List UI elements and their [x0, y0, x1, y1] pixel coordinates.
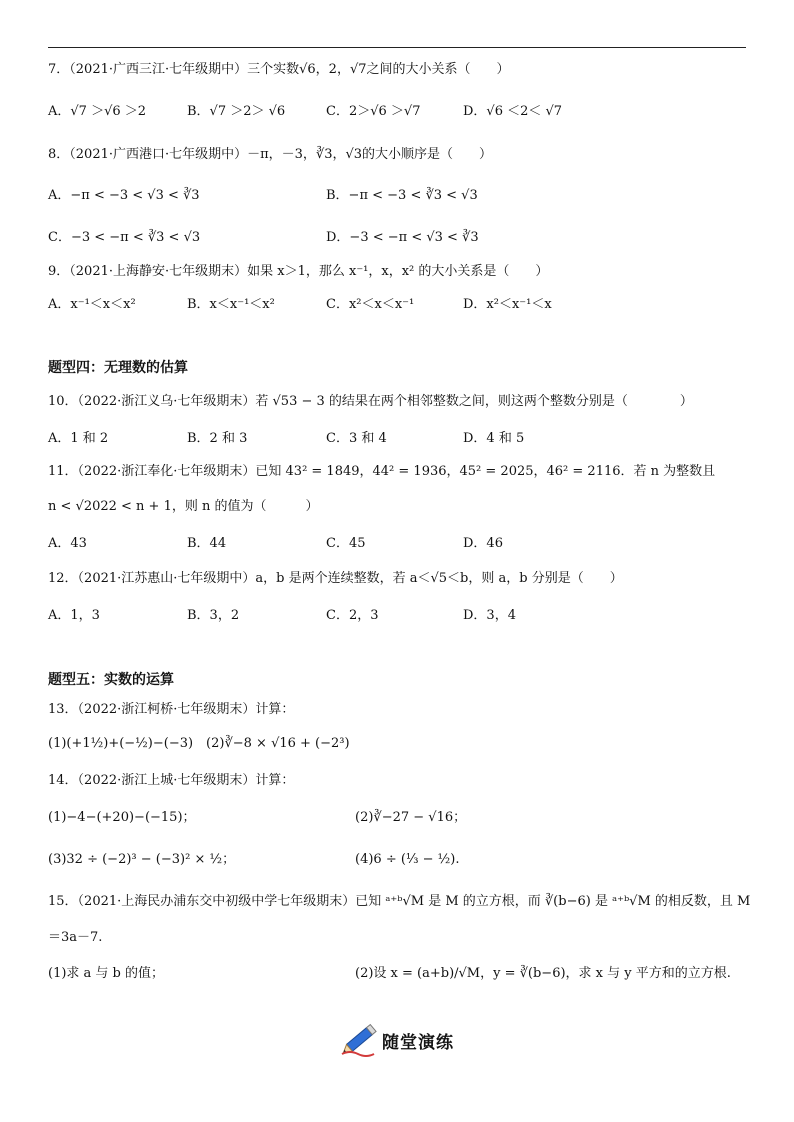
- q10-option-d[interactable]: D．4 和 5: [463, 431, 525, 446]
- section-heading-4: 题型四：无理数的估算: [48, 360, 188, 376]
- q7-option-b[interactable]: B．√7 ＞2＞ √6: [187, 104, 286, 119]
- q15-part-2: (2)设 x = (a+b)/√M，y = ∛(b−6)，求 x 与 y 平方和的立方根.: [355, 966, 731, 981]
- q10-option-c[interactable]: C．3 和 4: [326, 431, 387, 446]
- q10-stem: 10．（2022·浙江义乌·七年级期末）若 √53 − 3 的结果在两个相邻整数之间，则这两个整数分别是（ ）: [48, 394, 693, 409]
- q9-option-d[interactable]: D．x²＜x⁻¹＜x: [463, 297, 552, 312]
- q12-option-b[interactable]: B．3，2: [187, 608, 240, 623]
- q9-option-a[interactable]: A．x⁻¹＜x＜x²: [48, 297, 136, 312]
- q15-stem-2: ＝3a－7.: [48, 930, 103, 945]
- q8-stem: 8．（2021·广西港口·七年级期中）－π，－3，∛3，√3的大小顺序是（ ）: [48, 147, 493, 162]
- q8-option-b[interactable]: B．−π < −3 < ∛3 < √3: [326, 188, 478, 203]
- section-heading-5: 题型五：实数的运算: [48, 672, 174, 688]
- practice-banner-label: 随堂演练: [382, 1033, 454, 1053]
- q11-option-c[interactable]: C．45: [326, 536, 366, 551]
- q7-option-d[interactable]: D．√6 ＜2＜ √7: [463, 104, 563, 119]
- pencil-icon: [340, 1018, 384, 1058]
- q11-stem-2: n < √2022 < n + 1，则 n 的值为（ ）: [48, 499, 319, 514]
- practice-banner: [340, 1018, 470, 1058]
- q7-option-c[interactable]: C．2＞√6 ＞√7: [326, 104, 421, 119]
- q11-stem: 11．（2022·浙江奉化·七年级期末）已知 43² = 1849，44² = 1936，45² = 2025，46² = 2116．若 n 为整数且: [48, 464, 716, 479]
- q8-option-a[interactable]: A．−π < −3 < √3 < ∛3: [48, 188, 200, 203]
- q14-part-1: (1)−4−(+20)−(−15)；: [48, 810, 196, 825]
- q15-part-1: (1)求 a 与 b 的值；: [48, 966, 165, 981]
- q12-option-c[interactable]: C．2，3: [326, 608, 379, 623]
- q9-option-c[interactable]: C．x²＜x＜x⁻¹: [326, 297, 415, 312]
- q14-stem: 14．（2022·浙江上城·七年级期末）计算：: [48, 773, 295, 788]
- q11-option-d[interactable]: D．46: [463, 536, 503, 551]
- q13-expression: (1)(+1½)+(−½)−(−3) (2)∛−8 × √16 + (−2³): [48, 736, 350, 751]
- q10-option-a[interactable]: A．1 和 2: [48, 431, 109, 446]
- q13-stem: 13．（2022·浙江柯桥·七年级期末）计算：: [48, 702, 295, 717]
- q8-option-d[interactable]: D．−3 < −π < √3 < ∛3: [326, 230, 479, 245]
- q7-stem: 7．（2021·广西三江·七年级期中）三个实数√6，2，√7之间的大小关系（ ）: [48, 62, 510, 77]
- q7-option-a[interactable]: A．√7 ＞√6 ＞2: [48, 104, 147, 119]
- q14-part-4: (4)6 ÷ (⅓ − ½).: [355, 852, 460, 867]
- q12-option-d[interactable]: D．3，4: [463, 608, 516, 623]
- q9-stem: 9．（2021·上海静安·七年级期末）如果 x＞1，那么 x⁻¹，x，x² 的大小关系是（ ）: [48, 264, 549, 279]
- q8-option-c[interactable]: C．−3 < −π < ∛3 < √3: [48, 230, 201, 245]
- q15-stem: 15．（2021·上海民办浦东交中初级中学七年级期末）已知 ᵃ⁺ᵇ√M 是 M 的立方根，而 ∛(b−6) 是 ᵃ⁺ᵇ√M 的相反数，且 M: [48, 894, 751, 909]
- q9-option-b[interactable]: B．x＜x⁻¹＜x²: [187, 297, 275, 312]
- q14-part-2: (2)∛−27 − √16；: [355, 810, 467, 825]
- q11-option-b[interactable]: B．44: [187, 536, 227, 551]
- q12-option-a[interactable]: A．1，3: [48, 608, 100, 623]
- q10-option-b[interactable]: B．2 和 3: [187, 431, 248, 446]
- top-rule: [48, 47, 746, 48]
- q12-stem: 12．（2021·江苏惠山·七年级期中）a，b 是两个连续整数，若 a＜√5＜b，则 a，b 分别是（ ）: [48, 571, 623, 586]
- q14-part-3: (3)32 ÷ (−2)³ − (−3)² × ½；: [48, 852, 236, 867]
- q11-option-a[interactable]: A．43: [48, 536, 87, 551]
